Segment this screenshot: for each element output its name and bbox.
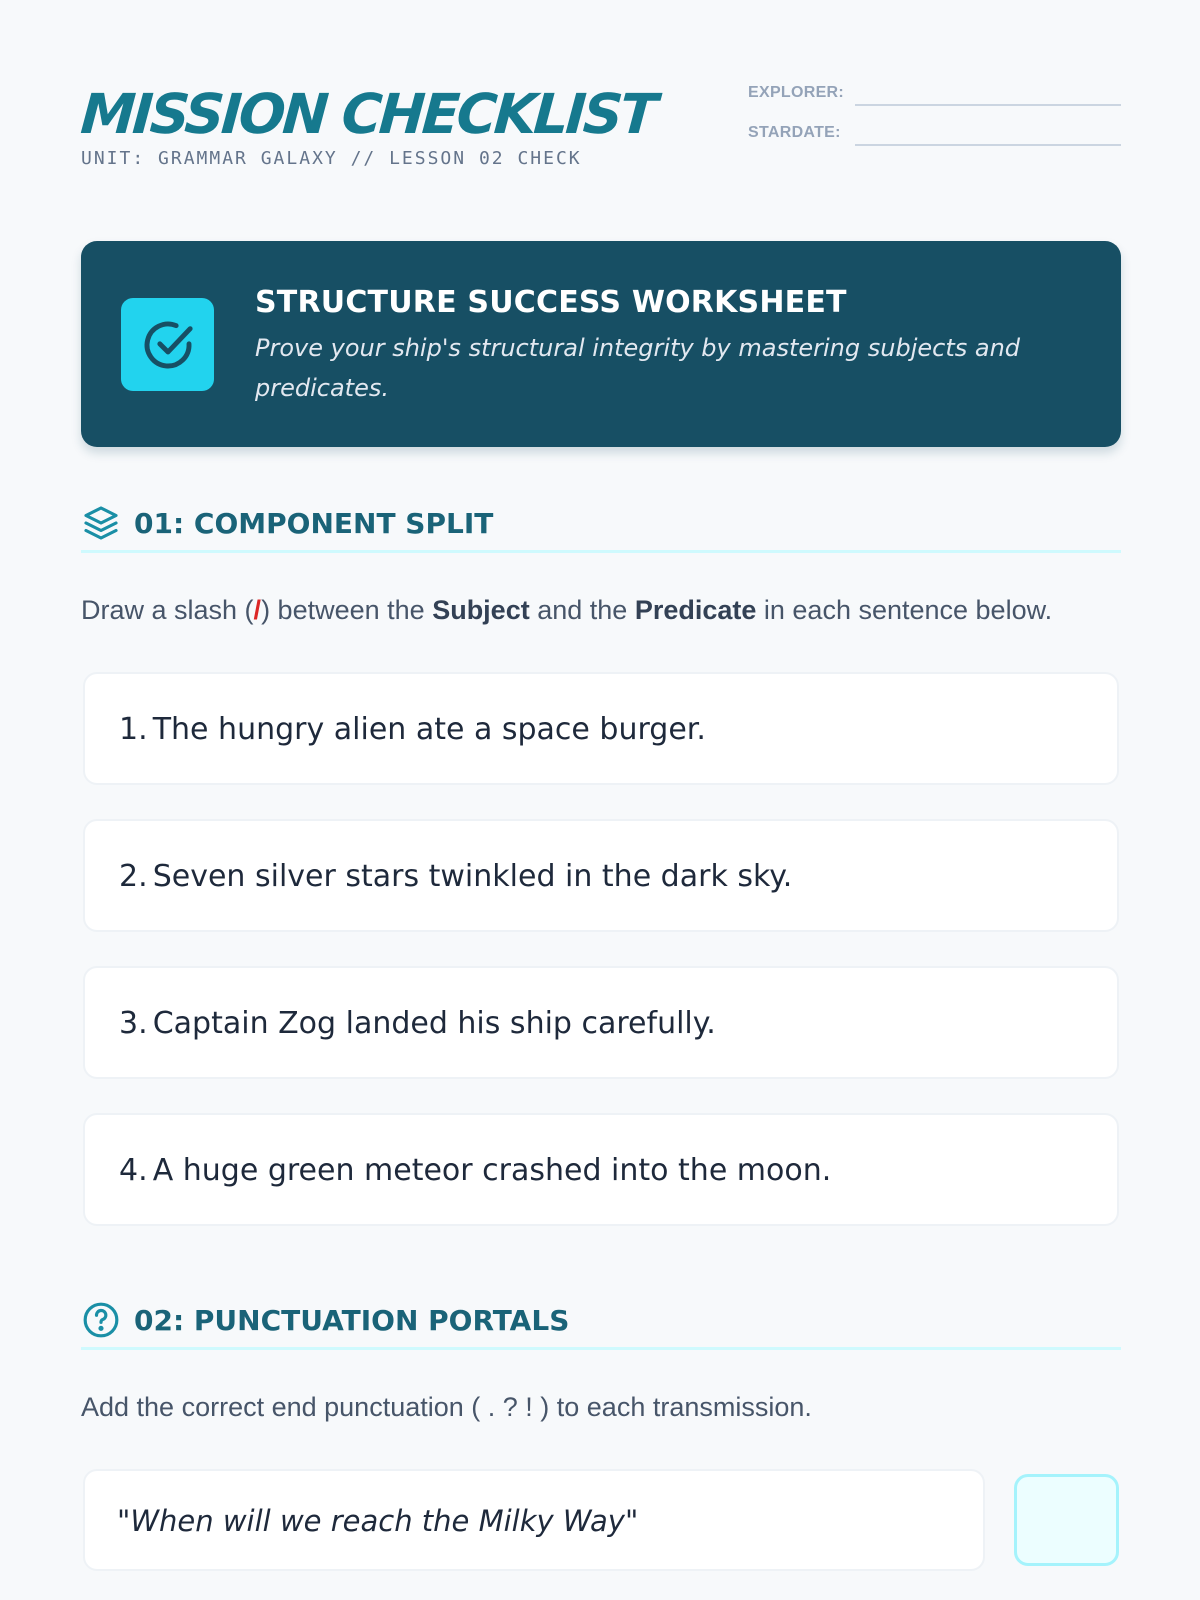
stardate-field[interactable] <box>748 122 1121 146</box>
explorer-input-line[interactable] <box>855 104 1121 106</box>
explorer-field[interactable] <box>748 82 1121 106</box>
sentence-number: 1. <box>119 712 148 747</box>
section-heading-text: 02: PUNCTUATION PORTALS <box>134 1304 570 1337</box>
banner-title: STRUCTURE SUCCESS WORKSHEET <box>255 285 847 320</box>
section-heading-punctuation-portals <box>81 1300 1121 1350</box>
sentence-text: Captain Zog landed his ship carefully. <box>152 1006 716 1041</box>
sentence-card[interactable] <box>83 1113 1119 1226</box>
section-heading-text: 01: COMPONENT SPLIT <box>134 507 494 540</box>
sentence-number: 2. <box>119 859 148 894</box>
section-instruction <box>81 595 1121 626</box>
section-instruction: Add the correct end punctuation ( . ? ! ) to each transmission. <box>81 1392 812 1422</box>
instruction-text: and the <box>529 595 635 625</box>
predicate-term: Predicate <box>634 595 757 625</box>
sentence-text: Seven silver stars twinkled in the dark sky. <box>152 859 793 894</box>
section-heading-component-split <box>81 503 1121 553</box>
worksheet-banner <box>81 241 1121 447</box>
punctuation-answer-box[interactable] <box>1014 1474 1119 1566</box>
worksheet-page <box>78 0 1121 1600</box>
explorer-label: EXPLORER: <box>748 84 845 101</box>
transmission-text: "When will we reach the Milky Way" <box>117 1504 639 1538</box>
sentence-text: A huge green meteor crashed into the moon. <box>152 1153 832 1188</box>
instruction-text: ) between the <box>261 595 433 625</box>
stardate-input-line[interactable] <box>855 144 1121 146</box>
banner-subtitle: Prove your ship's structural integrity by mastering subjects and predicates. <box>255 334 1021 402</box>
sentence-card[interactable] <box>83 672 1119 785</box>
instruction-text: Draw a slash ( <box>81 595 254 625</box>
unit-subtitle: UNIT: GRAMMAR GALAXY // LESSON 02 CHECK <box>81 148 582 169</box>
sentence-number: 3. <box>119 1006 148 1041</box>
stardate-label: STARDATE: <box>748 124 841 141</box>
slash-mark: / <box>253 595 262 625</box>
page-title: MISSION CHECKLIST <box>78 82 657 146</box>
sentence-card[interactable] <box>83 819 1119 932</box>
sentence-number: 4. <box>119 1153 148 1188</box>
sentence-card[interactable] <box>83 966 1119 1079</box>
question-circle-icon <box>81 1300 121 1340</box>
subject-term: Subject <box>432 595 530 625</box>
transmission-card <box>83 1469 985 1571</box>
layers-icon <box>81 503 121 543</box>
check-circle-icon <box>121 298 214 391</box>
sentence-text: The hungry alien ate a space burger. <box>152 712 706 747</box>
instruction-text: in each sentence below. <box>756 595 1053 625</box>
